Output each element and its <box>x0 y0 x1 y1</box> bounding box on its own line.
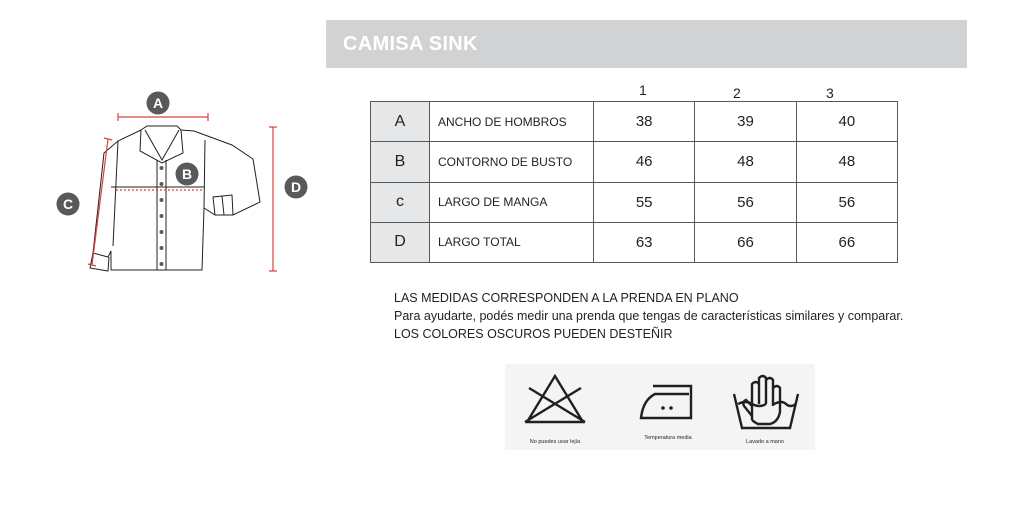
care-item-iron <box>623 364 713 441</box>
no-bleach-icon <box>515 364 595 434</box>
note-line: Para ayudarte, podés medir una prenda que tengas de características similares y comparar. <box>394 309 904 323</box>
size-value: 63 <box>594 222 695 262</box>
note-line: LOS COLORES OSCUROS PUEDEN DESTEÑIR <box>394 327 673 341</box>
measurement-notes <box>394 289 903 343</box>
care-item-no-bleach <box>515 364 595 445</box>
note-line: LAS MEDIDAS CORRESPONDEN A LA PRENDA EN PLANO <box>394 291 739 305</box>
row-label: CONTORNO DE BUSTO <box>430 142 594 182</box>
size-value: 66 <box>796 222 897 262</box>
care-caption: Lavado a mano <box>746 439 784 445</box>
care-instructions <box>505 364 815 450</box>
label-c <box>57 193 80 216</box>
care-caption: Temperatura media <box>644 435 692 441</box>
size-value: 56 <box>796 182 897 222</box>
page-title: CAMISA SINK <box>343 32 478 55</box>
table-row <box>371 222 898 262</box>
row-code: c <box>371 182 430 222</box>
size-table <box>370 101 898 263</box>
label-a <box>147 92 170 115</box>
label-d-text: D <box>290 179 302 195</box>
label-b-text: B <box>181 166 193 182</box>
label-b <box>176 163 199 186</box>
care-caption: No puedes usar lejía <box>529 439 581 445</box>
size-value: 46 <box>594 142 695 182</box>
size-value: 66 <box>695 222 796 262</box>
table-row <box>371 142 898 182</box>
table-row <box>371 182 898 222</box>
size-value: 48 <box>695 142 796 182</box>
shirt-buttons <box>160 166 164 266</box>
label-c-text: C <box>62 196 74 212</box>
size-value: 38 <box>594 102 695 142</box>
care-item-hand-wash <box>720 364 810 445</box>
title-bar <box>326 20 967 68</box>
row-label: LARGO DE MANGA <box>430 182 594 222</box>
table-row <box>371 102 898 142</box>
row-code: D <box>371 222 430 262</box>
label-a-text: A <box>152 95 164 111</box>
shirt-diagram <box>0 0 330 290</box>
size-value: 40 <box>796 102 897 142</box>
size-value: 56 <box>695 182 796 222</box>
row-label: ANCHO DE HOMBROS <box>430 102 594 142</box>
row-code: B <box>371 142 430 182</box>
size-value: 39 <box>695 102 796 142</box>
size-header-3: 3 <box>826 85 834 101</box>
label-d <box>285 176 308 199</box>
size-value: 48 <box>796 142 897 182</box>
size-value: 55 <box>594 182 695 222</box>
measure-lines <box>88 113 277 271</box>
size-header-1: 1 <box>639 82 647 98</box>
row-code: A <box>371 102 430 142</box>
size-header-2: 2 <box>733 85 741 101</box>
hand-wash-icon <box>720 364 810 434</box>
row-label: LARGO TOTAL <box>430 222 594 262</box>
iron-medium-temperature-icon <box>623 364 713 430</box>
